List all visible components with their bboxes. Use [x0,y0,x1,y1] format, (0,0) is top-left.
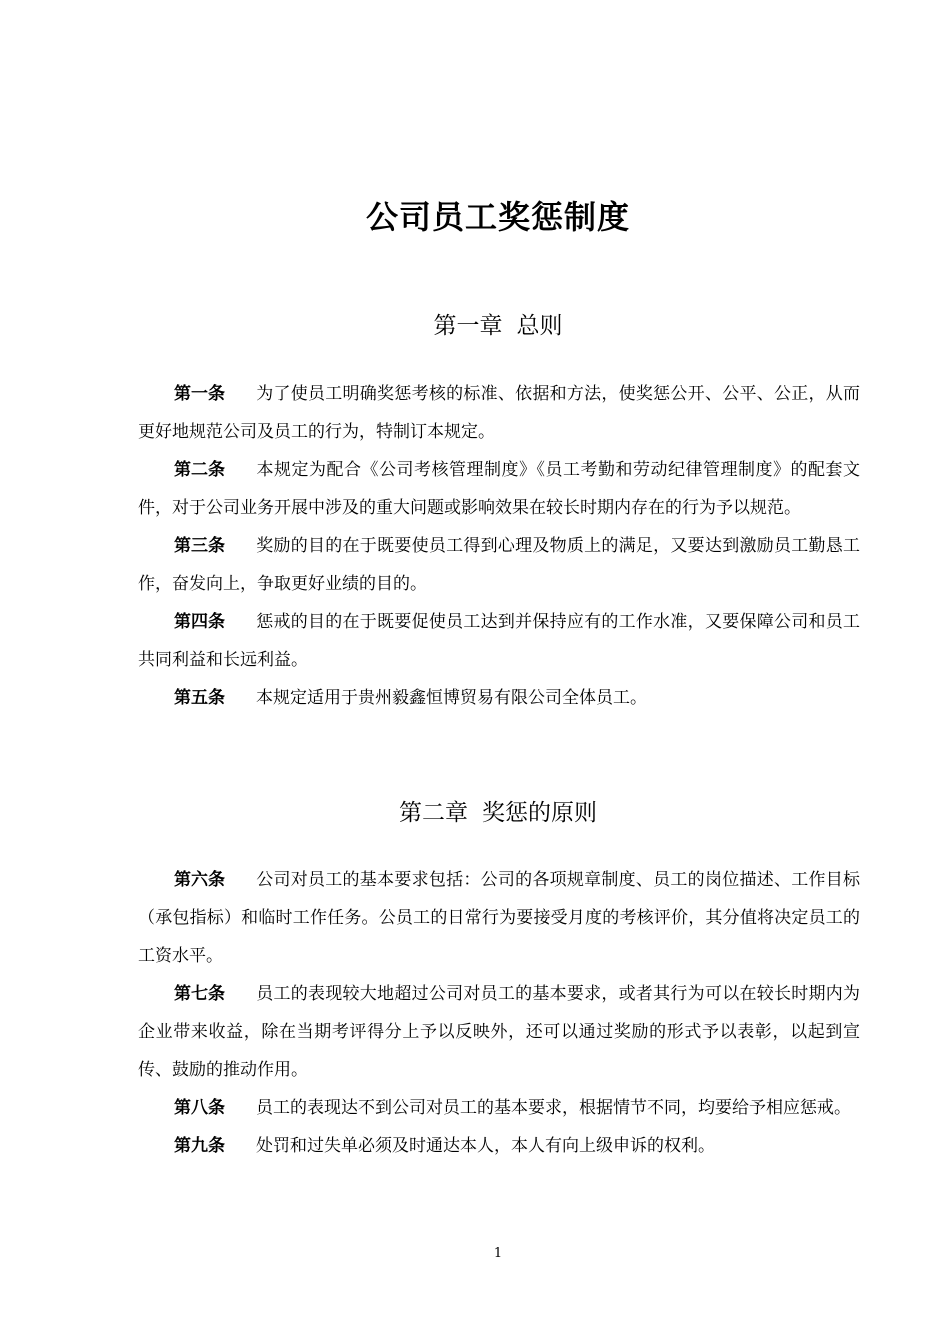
chapter-2-body [138,861,860,1165]
article-label: 第四条 [174,612,225,632]
article-text: 员工的表现较大地超过公司对员工的基本要求，或者其行为可以在较长时期内为企业带来收益，除在当期考评得分上予以反映外，还可以通过奖励的形式予以表彰，以起到宣传、鼓励的推动作用。 [138,984,860,1080]
article-label: 第八条 [174,1098,225,1118]
article-8 [138,1089,860,1127]
chapter-1-body [138,375,860,717]
article-7 [138,975,860,1089]
chapter-1-number: 第一章 [433,313,503,339]
article-9 [138,1127,860,1165]
article-text: 奖励的目的在于既要使员工得到心理及物质上的满足，又要达到激励员工勤恳工作，奋发向上，争取更好业绩的目的。 [138,536,860,594]
article-label: 第五条 [174,688,225,708]
article-text: 处罚和过失单必须及时通达本人，本人有向上级申诉的权利。 [256,1136,715,1156]
article-label: 第七条 [174,984,225,1004]
article-text: 惩戒的目的在于既要促使员工达到并保持应有的工作水准，又要保障公司和员工共同利益和长远利益。 [138,612,860,670]
chapter-2-title: 奖惩的原则 [482,800,597,826]
article-3 [138,527,860,603]
article-2 [138,451,860,527]
article-label: 第六条 [174,870,225,890]
article-4 [138,603,860,679]
article-6 [138,861,860,975]
chapter-2-heading [0,797,950,829]
document-title: 公司员工奖惩制度 [365,198,630,236]
article-text: 员工的表现达不到公司对员工的基本要求，根据情节不同，均要给予相应惩戒。 [256,1098,851,1118]
article-1 [138,375,860,451]
article-5 [138,679,860,717]
article-label: 第一条 [174,384,225,404]
chapter-1-heading [0,310,950,342]
article-text: 本规定为配合《公司考核管理制度》《员工考勤和劳动纪律管理制度》的配套文件，对于公司业务开展中涉及的重大问题或影响效果在较长时期内存在的行为予以规范。 [138,460,860,518]
article-label: 第三条 [174,536,225,556]
article-label: 第九条 [174,1136,225,1156]
article-text: 本规定适用于贵州毅鑫恒博贸易有限公司全体员工。 [256,688,647,708]
page-number: 1 [493,1246,503,1261]
article-label: 第二条 [174,460,225,480]
chapter-1-title: 总则 [516,313,563,339]
chapter-2-number: 第二章 [399,800,468,826]
article-text: 公司对员工的基本要求包括：公司的各项规章制度、员工的岗位描述、工作目标（承包指标）和临时工作任务。公员工的日常行为要接受月度的考核评价，其分值将决定员工的工资水平。 [138,870,860,966]
article-text: 为了使员工明确奖惩考核的标准、依据和方法，使奖惩公开、公平、公正，从而更好地规范公司及员工的行为，特制订本规定。 [138,384,860,442]
